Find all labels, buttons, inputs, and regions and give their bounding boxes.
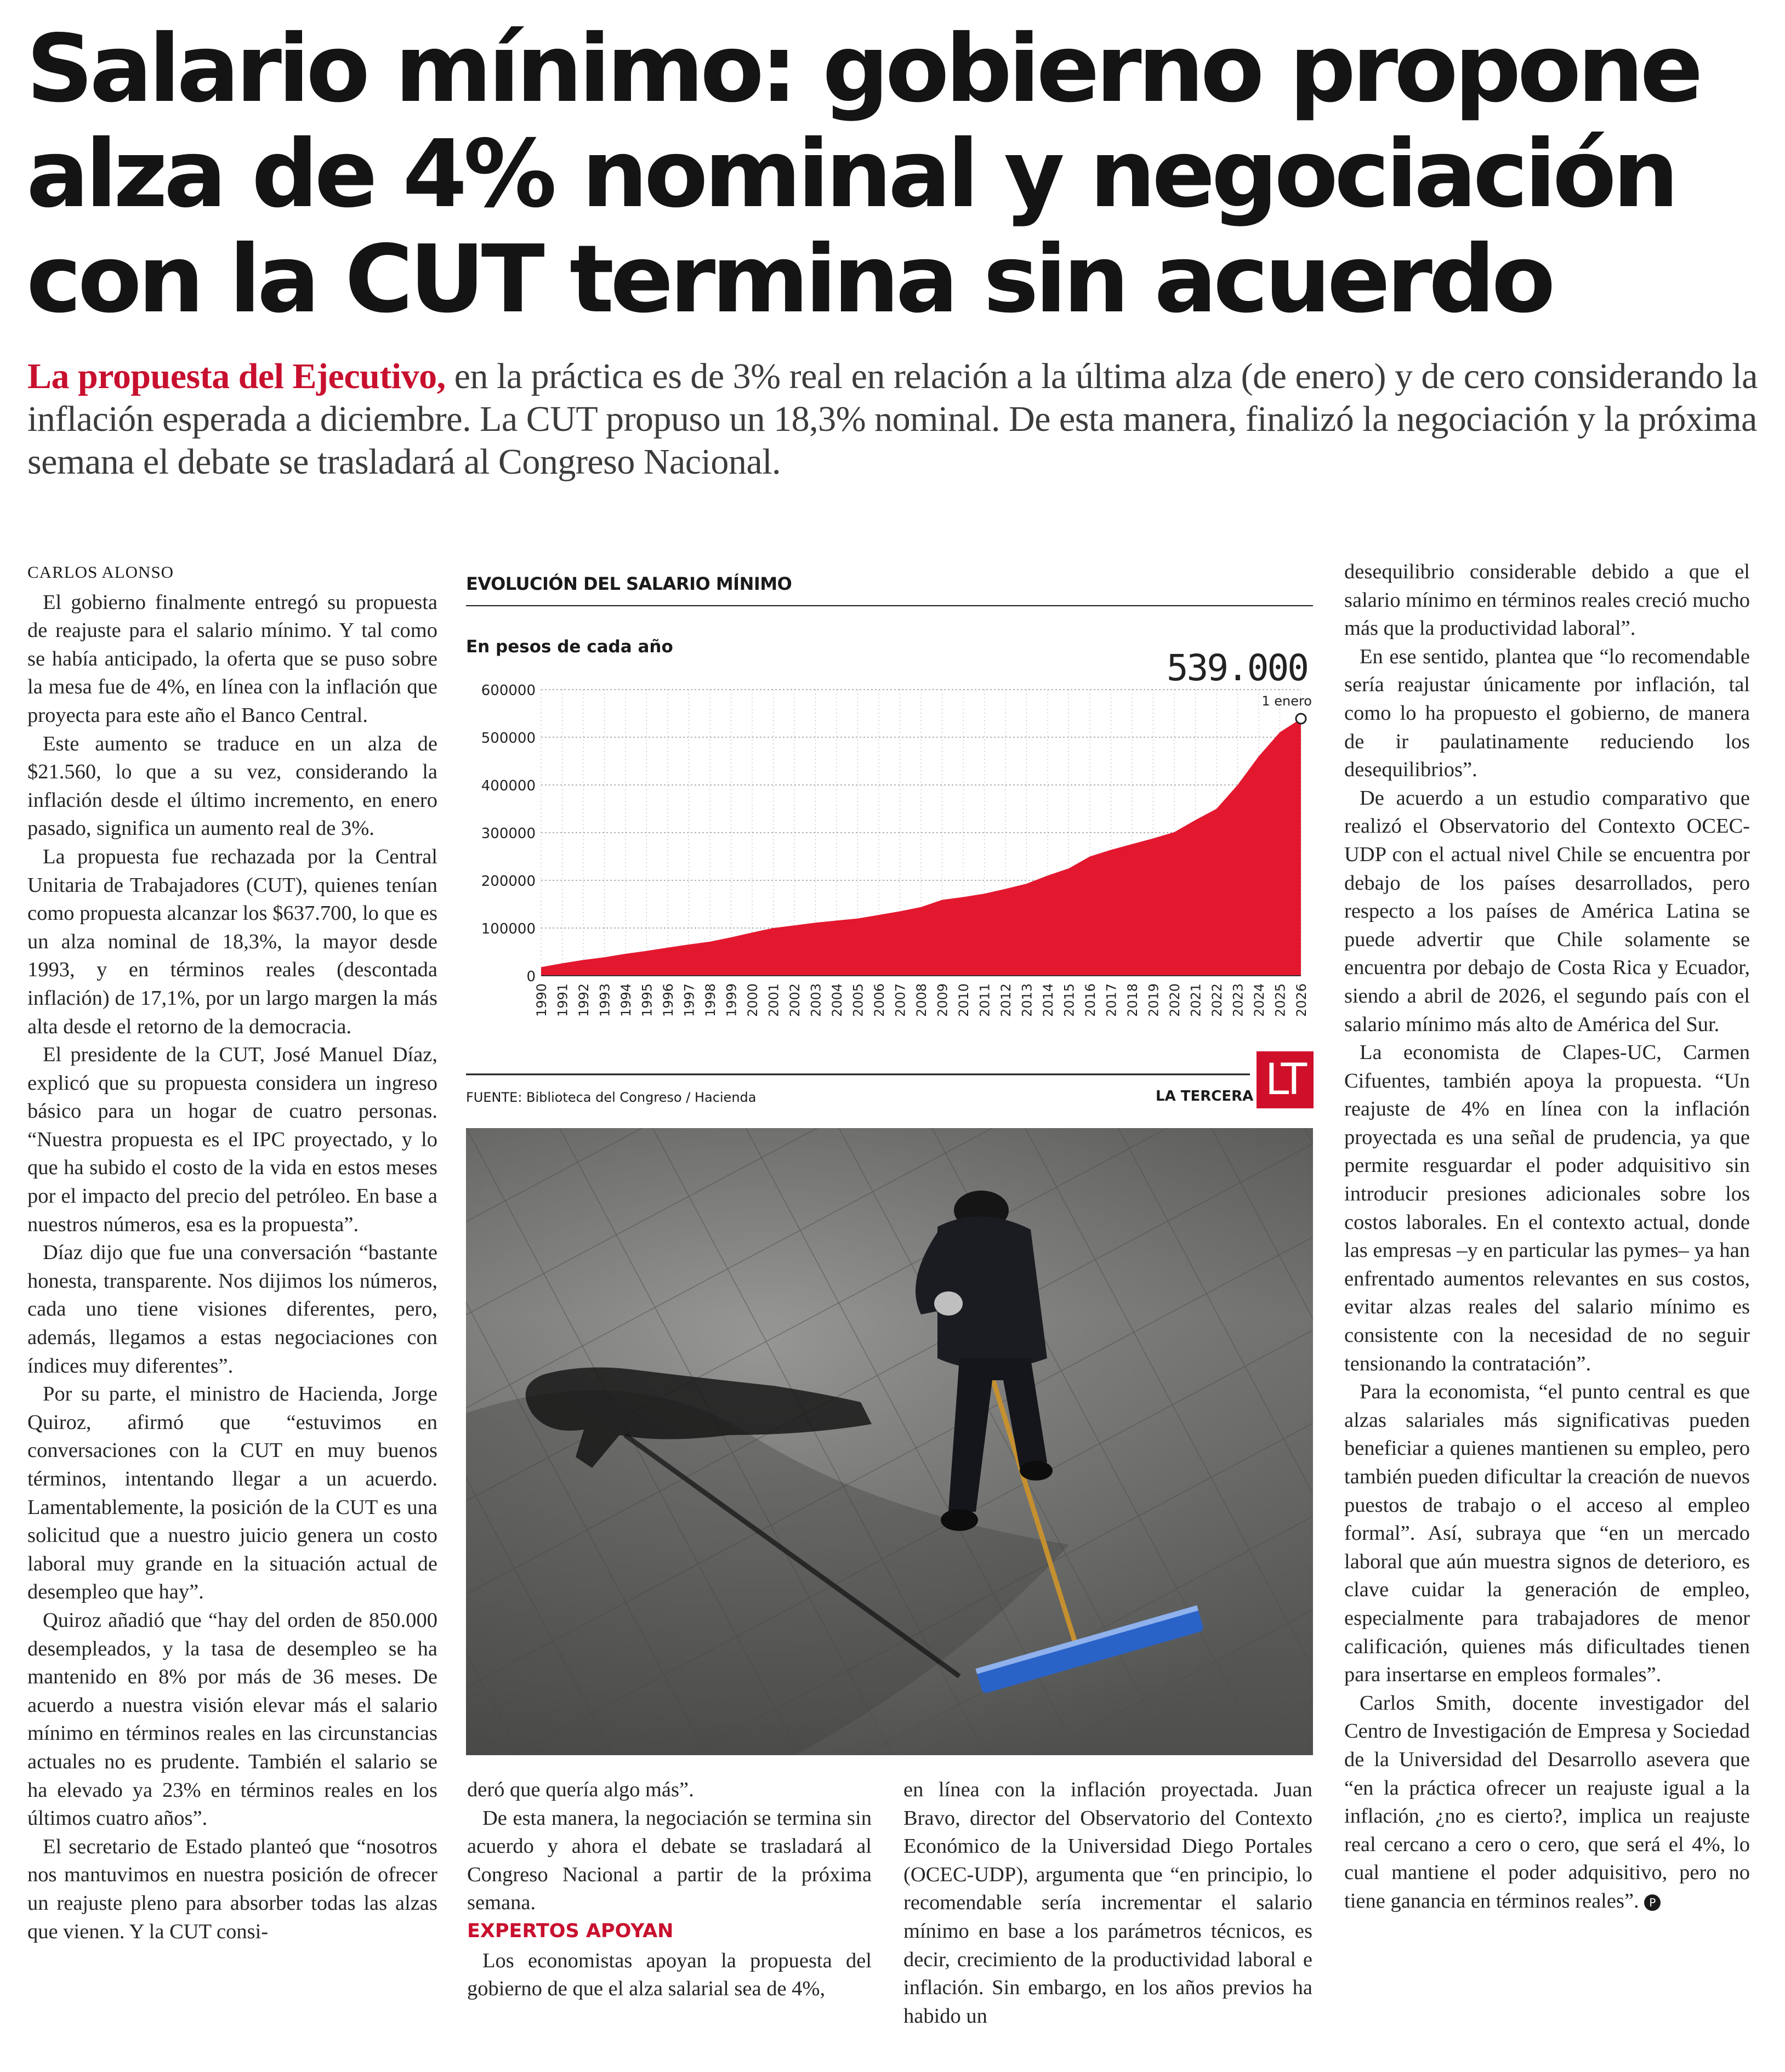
paragraph: Por su parte, el ministro de Hacienda, Jorge Quiroz, afirmó que “estuvimos en conversaciones con la CUT en muy buenos términos, intentando llegar a un acuerdo. Lamentablemente, la posición de la CUT es una solicitud que a nuestro juicio genera un costo laboral muy grande en la situación actual de desempleo que hay”. [27, 1382, 437, 1604]
x-tick-label: 1994 [618, 983, 634, 1017]
x-tick-label: 2020 [1167, 983, 1183, 1017]
paragraph: De acuerdo a un estudio comparativo que realizó el Observatorio del Contexto OCEC-UDP con el actual nivel Chile se encuentra por debajo de los países desarrollados, pero respecto a los países de América Latina se puede advertir que Chile solamente se encuentra por debajo de Costa Rica y Ecuador, siendo a abril de 2026, el segundo país con el salario mínimo más alto de América del Sur. [1344, 786, 1750, 1036]
paragraph: en línea con la inflación proyectada. Juan Bravo, director del Observatorio del Contexto Económico de la Universidad Diego Portales (OCEC-UDP), argumenta que “en principio, lo recomendable sería incrementar el salario mínimo en base a los parámetros técnicos, es decir, crecimiento de la productividad laboral e inflación. Sin embargo, en los años previos ha habido un [903, 1778, 1312, 2028]
photo-illustration [466, 1128, 1313, 1755]
article-column-4 [1344, 558, 1750, 1916]
end-point-marker [1296, 714, 1306, 724]
x-tick-label: 2002 [787, 983, 803, 1017]
x-tick-label: 2006 [872, 983, 887, 1017]
x-tick-label: 2016 [1083, 983, 1098, 1017]
x-tick-label: 2023 [1230, 983, 1246, 1017]
article-column-2 [467, 1776, 872, 2003]
paragraph: En ese sentido, plantea que “lo recomendable sería reajustar únicamente por inflación, tal como lo ha propuesto el gobierno, de manera de ir paulatinamente reduciendo los desequilibrios”. [1344, 645, 1750, 782]
x-tick-label: 2008 [914, 983, 929, 1017]
deck [27, 355, 1760, 483]
x-tick-label: 2009 [935, 983, 951, 1017]
paragraph: La economista de Clapes-UC, Carmen Cifuentes, también apoya la propuesta. “Un reajuste de 4% en línea con la inflación proyectada es una señal de prudencia, ya que permite resguardar el poder adquisitivo sin introducir presiones adicionales sobre los costos laborales. En el contexto actual, donde las empresas –y en particular las pymes– ya han enfrentado aumentos relevantes en sus costos, evitar alzas reales del salario mínimo es consistente con la necesidad de no seguir tensionando la contratación”. [1344, 1041, 1750, 1375]
x-tick-label: 2011 [977, 983, 993, 1017]
chart-title: EVOLUCIÓN DEL SALARIO MÍNIMO [466, 573, 792, 594]
paragraph: Este aumento se traduce en un alza de $21.560, lo que a su vez, considerando la inflación desde el último incremento, en enero pasado, significa un aumento real de 3%. [27, 732, 437, 840]
x-tick-label: 1999 [724, 983, 740, 1017]
y-tick-label: 500000 [481, 730, 536, 747]
article-column-3 [903, 1776, 1312, 2030]
paragraph-text: Carlos Smith, docente investigador del Centro de Investigación de Empresa y Sociedad de la Universidad del Desarrollo asevera que “en la práctica ofrecer un reajuste igual a la inflación, ¿no es cierto?, implica un reajuste real cercano a cero o cero, que será el 4%, lo cual mantiene el poder adquisitivo, pero no tiene ganancia en términos reales”. [1344, 1691, 1750, 1912]
x-tick-label: 1998 [703, 983, 718, 1017]
x-tick-label: 1991 [555, 983, 571, 1017]
x-tick-label: 2007 [892, 983, 908, 1017]
deck-lead: La propuesta del Ejecutivo, [27, 356, 446, 396]
x-tick-label: 2018 [1125, 983, 1140, 1017]
paragraph: El gobierno finalmente entregó su propuesta de reajuste para el salario mínimo. Y tal como se había anticipado, la oferta que se puso sobre la mesa fue de 4%, en línea con la inflación que proyecta para este año el Banco Central. [27, 590, 437, 727]
photo-worker-mopping [466, 1128, 1313, 1755]
annotation-value: 539.000 [1166, 647, 1308, 690]
x-tick-label: 1996 [661, 983, 676, 1017]
salary-chart [466, 554, 1313, 1110]
y-tick-label: 600000 [481, 682, 536, 699]
y-tick-label: 300000 [481, 826, 536, 842]
x-tick-label: 2026 [1294, 983, 1309, 1017]
x-tick-label: 2019 [1146, 983, 1162, 1017]
paragraph: desequilibrio considerable debido a que el salario mínimo en términos reales creció mucho más que la productividad laboral”. [1344, 560, 1750, 640]
paragraph: El secretario de Estado planteó que “nosotros nos mantuvimos en nuestra posición de ofrecer un reajuste pleno para absorber todas las alzas que vienen. Y la CUT consi- [27, 1835, 437, 1943]
paragraph: Díaz dijo que fue una conversación “bastante honesta, transparente. Nos dijimos los números, cada uno tiene visiones diferentes, pero, además, llegamos a estas negociaciones con índices muy diferentes”. [27, 1241, 437, 1377]
x-tick-label: 2024 [1252, 983, 1267, 1017]
chart-subtitle: En pesos de cada año [466, 637, 673, 657]
x-tick-label: 1992 [576, 983, 592, 1017]
chart-source: FUENTE: Biblioteca del Congreso / Hacienda [466, 1090, 757, 1105]
paragraph: El presidente de la CUT, José Manuel Díaz, explicó que su propuesta considera un ingreso básico para un hogar de cuatro personas. “Nuestra propuesta es el IPC proyectado, y lo que ha subido el costo de la vida en estos meses por el impacto del precio del petróleo. En base a nuestros números, esa es la propuesta”. [27, 1043, 437, 1236]
subhead: EXPERTOS APOYAN [467, 1920, 674, 1942]
paragraph: La propuesta fue rechazada por la Central Unitaria de Trabajadores (CUT), quienes tenían como propuesta alcanzar los $637.700, lo que es un alza nominal de 18,3%, la mayor desde 1993, y en términos reales (descontada inflación) de 17,1%, por un largo margen la más alta desde el retorno de la democracia. [27, 845, 437, 1038]
article-column-1 [27, 558, 437, 1946]
x-tick-label: 2012 [998, 983, 1014, 1017]
y-tick-label: 200000 [481, 873, 536, 890]
x-tick-label: 1995 [639, 983, 655, 1017]
y-tick-label: 0 [526, 969, 536, 985]
x-tick-label: 2017 [1104, 983, 1119, 1017]
x-tick-label: 2025 [1272, 983, 1288, 1017]
x-tick-label: 2021 [1188, 983, 1204, 1017]
x-tick-label: 2003 [808, 983, 824, 1017]
x-tick-label: 1993 [597, 983, 613, 1017]
y-tick-label: 100000 [481, 921, 536, 937]
x-tick-label: 2014 [1041, 983, 1056, 1017]
x-tick-label: 1997 [681, 983, 697, 1017]
paragraph: Para la economista, “el punto central es que alzas salariales más significativas pueden beneficiar a quienes mantienen su empleo, pero también pueden dificultar la creación de nuevos puestos de trabajo o el acceso al empleo formal”. Así, subraya que “en un mercado laboral que aún muestra signos de deterioro, es clave cuidar la generación de empleo, especialmente para trabajadores de menor calificación, quienes más dificultades tienen para insertarse en empleos formales”. [1344, 1380, 1750, 1687]
paragraph [1344, 1689, 1750, 1916]
x-tick-label: 1990 [534, 983, 549, 1017]
x-tick-label: 2013 [1019, 983, 1035, 1017]
headline: Salario mínimo: gobierno propone alza de 4% nominal y negociación con la CUT termina sin acuerdo [26, 15, 1699, 334]
x-tick-label: 2004 [829, 983, 845, 1017]
x-tick-label: 2015 [1061, 983, 1077, 1017]
paragraph: deró que quería algo más”. [467, 1778, 694, 1801]
x-tick-label: 2022 [1209, 983, 1225, 1017]
paragraph: Los economistas apoyan la propuesta del gobierno de que el alza salarial sea de 4%, [467, 1949, 872, 2001]
chart-brand: LA TERCERA [1156, 1088, 1254, 1105]
x-tick-label: 2005 [850, 983, 866, 1017]
la-tercera-logo: LT [1257, 1051, 1314, 1108]
x-tick-label: 2010 [956, 983, 971, 1017]
paragraph: Quiroz añadió que “hay del orden de 850.000 desempleados, y la tasa de desempleo se ha mantenido en 8% por más de 36 meses. De acuerdo a nuestra visión elevar más el salario mínimo en términos reales en las circunstancias actuales no es prudente. También el salario se ha elevado ya 23% en términos reales en los últimos cuatro años”. [27, 1608, 437, 1830]
annotation-label: 1 enero [1261, 693, 1312, 709]
y-tick-label: 400000 [481, 778, 536, 794]
x-tick-label: 2000 [745, 983, 760, 1017]
end-mark-icon: P [1644, 1894, 1661, 1911]
x-tick-label: 2001 [766, 983, 782, 1017]
byline: CARLOS ALONSO [27, 562, 174, 582]
paragraph: De esta manera, la negociación se termina sin acuerdo y ahora el debate se trasladará al Congreso Nacional a partir de la próxima semana. [467, 1806, 872, 1915]
deck-text: en la práctica es de 3% real en relación a la última alza (de enero) y de cero considerando la inflación esperada a diciembre. La CUT propuso un 18,3% nominal. De esta manera, finalizó la negociación y la próxima semana el debate se trasladará al Congreso Nacional. [27, 356, 1758, 482]
